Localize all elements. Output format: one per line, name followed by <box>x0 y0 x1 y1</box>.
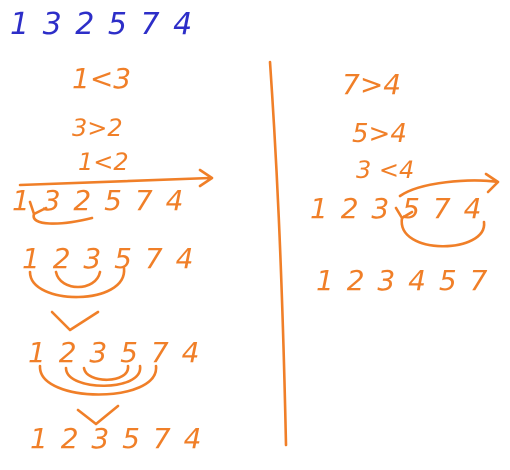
right-compare-2: 5>4 <box>352 119 407 149</box>
left-row-3: 1 2 3 5 7 4 <box>28 336 202 369</box>
header-sequence: 1 3 2 5 7 4 <box>10 7 195 42</box>
left-row-1: 1 3 2 5 7 4 <box>12 184 186 217</box>
right-compare-3: 3 <4 <box>356 156 415 184</box>
left-compare-3: 1<2 <box>78 148 129 176</box>
left-result: 1 2 3 5 7 4 <box>30 422 204 455</box>
left-swap-curve-3 <box>40 366 156 395</box>
divider-line <box>270 62 286 445</box>
right-compare-1: 7>4 <box>342 68 402 101</box>
left-compare-2: 3>2 <box>72 114 123 142</box>
left-row-2: 1 2 3 5 7 4 <box>22 242 196 275</box>
right-row-1: 1 2 3 5 7 4 <box>310 192 484 225</box>
left-compare-1: 1<3 <box>72 62 132 95</box>
right-result: 1 2 3 4 5 7 <box>316 264 490 297</box>
left-down-check-1 <box>52 312 98 330</box>
